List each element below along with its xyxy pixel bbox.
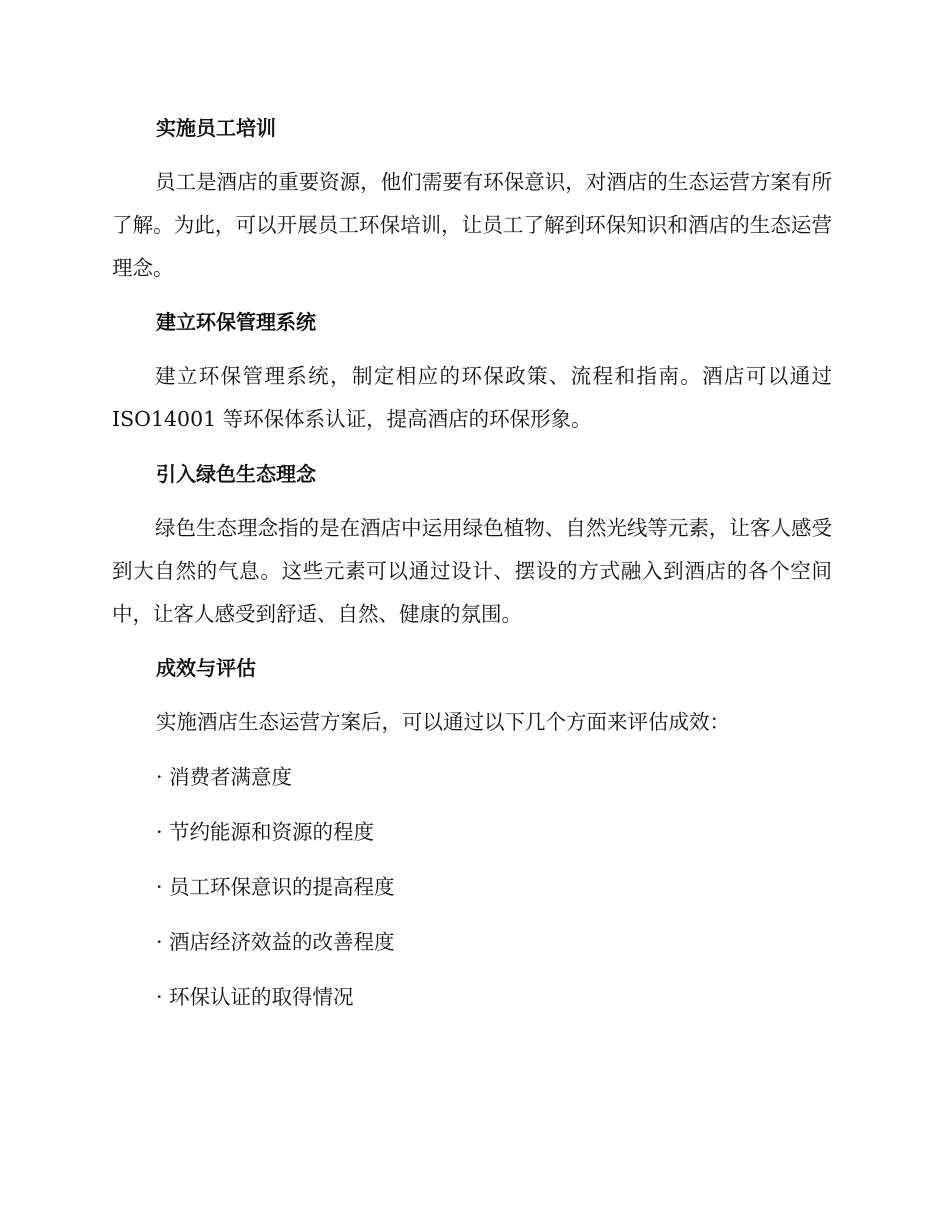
- list-item: · 环保认证的取得情况: [156, 985, 354, 1009]
- list-item: · 节约能源和资源的程度: [156, 820, 375, 844]
- evaluation-intro: 实施酒店生态运营方案后，可以通过以下几个方面来评估成效：: [156, 710, 730, 734]
- paragraph-green-ecology: 绿色生态理念指的是在酒店中运用绿色植物、自然光线等元素，让客人感受到大自然的气息。这些元素可以通过设计、摆设的方式融入到酒店的各个空间中，让客人感受到舒适、自然、健康的氛围。: [112, 516, 832, 626]
- paragraph-env-management-system: 建立环保管理系统，制定相应的环保政策、流程和指南。酒店可以通过ISO14001 等环保体系认证，提高酒店的环保形象。: [112, 364, 832, 431]
- heading-green-ecology: 引入绿色生态理念: [156, 462, 316, 486]
- paragraph-staff-training: 员工是酒店的重要资源，他们需要有环保意识，对酒店的生态运营方案有所了解。为此，可以开展员工环保培训，让员工了解到环保知识和酒店的生态运营理念。: [112, 170, 832, 280]
- heading-env-management-system: 建立环保管理系统: [156, 310, 316, 334]
- list-item: · 员工环保意识的提高程度: [156, 875, 395, 899]
- list-item: · 酒店经济效益的改善程度: [156, 930, 395, 954]
- heading-results-evaluation: 成效与评估: [156, 656, 256, 680]
- heading-staff-training: 实施员工培训: [156, 116, 276, 140]
- list-item: · 消费者满意度: [156, 765, 293, 789]
